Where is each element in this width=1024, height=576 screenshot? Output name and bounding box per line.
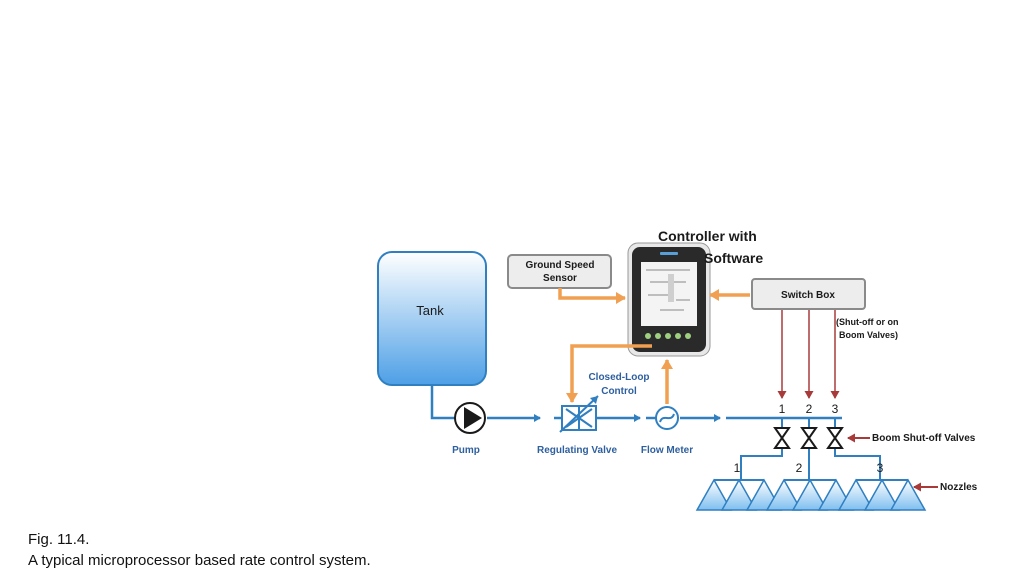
closed-loop-line1: Closed-Loop [588,372,650,383]
closed-loop-line2: Control [601,386,637,397]
tank-label: Tank [416,303,444,318]
nozzle-icons [697,480,925,510]
controller-title-line1: Controller with [658,228,757,244]
controller-device [628,243,710,356]
tank [378,252,486,385]
valve-signal-lines [782,310,835,398]
section-number-1: 1 [733,461,741,475]
section-number-3: 3 [876,461,884,475]
ground-speed-line2: Sensor [543,273,577,284]
pump-icon [455,403,485,433]
caption-figure-number: Fig. 11.4. [28,531,90,548]
controller-title-line2: Software [704,250,764,266]
ground-speed-sensor-box [508,255,611,288]
boom-shutoff-valve-icons [775,428,842,448]
figure-caption [28,529,371,571]
valve-number-3: 3 [831,402,839,416]
switch-box [752,279,865,309]
caption-text: A typical microprocessor based rate control system. [28,552,371,569]
valve-number-2: 2 [805,402,813,416]
shutoff-note-line1: (Shut-off or on [836,317,899,327]
boom-shutoff-valves-label: Boom Shut-off Valves [872,433,976,444]
flow-meter-label: Flow Meter [640,445,694,456]
flow-meter-icon [656,407,678,429]
regulating-valve-icon [560,396,598,432]
nozzles-label: Nozzles [940,482,978,493]
shutoff-note-line2: Boom Valves) [839,330,899,340]
regulating-valve-label: Regulating Valve [536,445,618,456]
valve-number-1: 1 [778,402,786,416]
switch-box-label: Switch Box [781,290,835,301]
ground-speed-line1: Ground Speed [525,260,595,271]
section-number-2: 2 [795,461,803,475]
pump-label: Pump [452,445,480,456]
